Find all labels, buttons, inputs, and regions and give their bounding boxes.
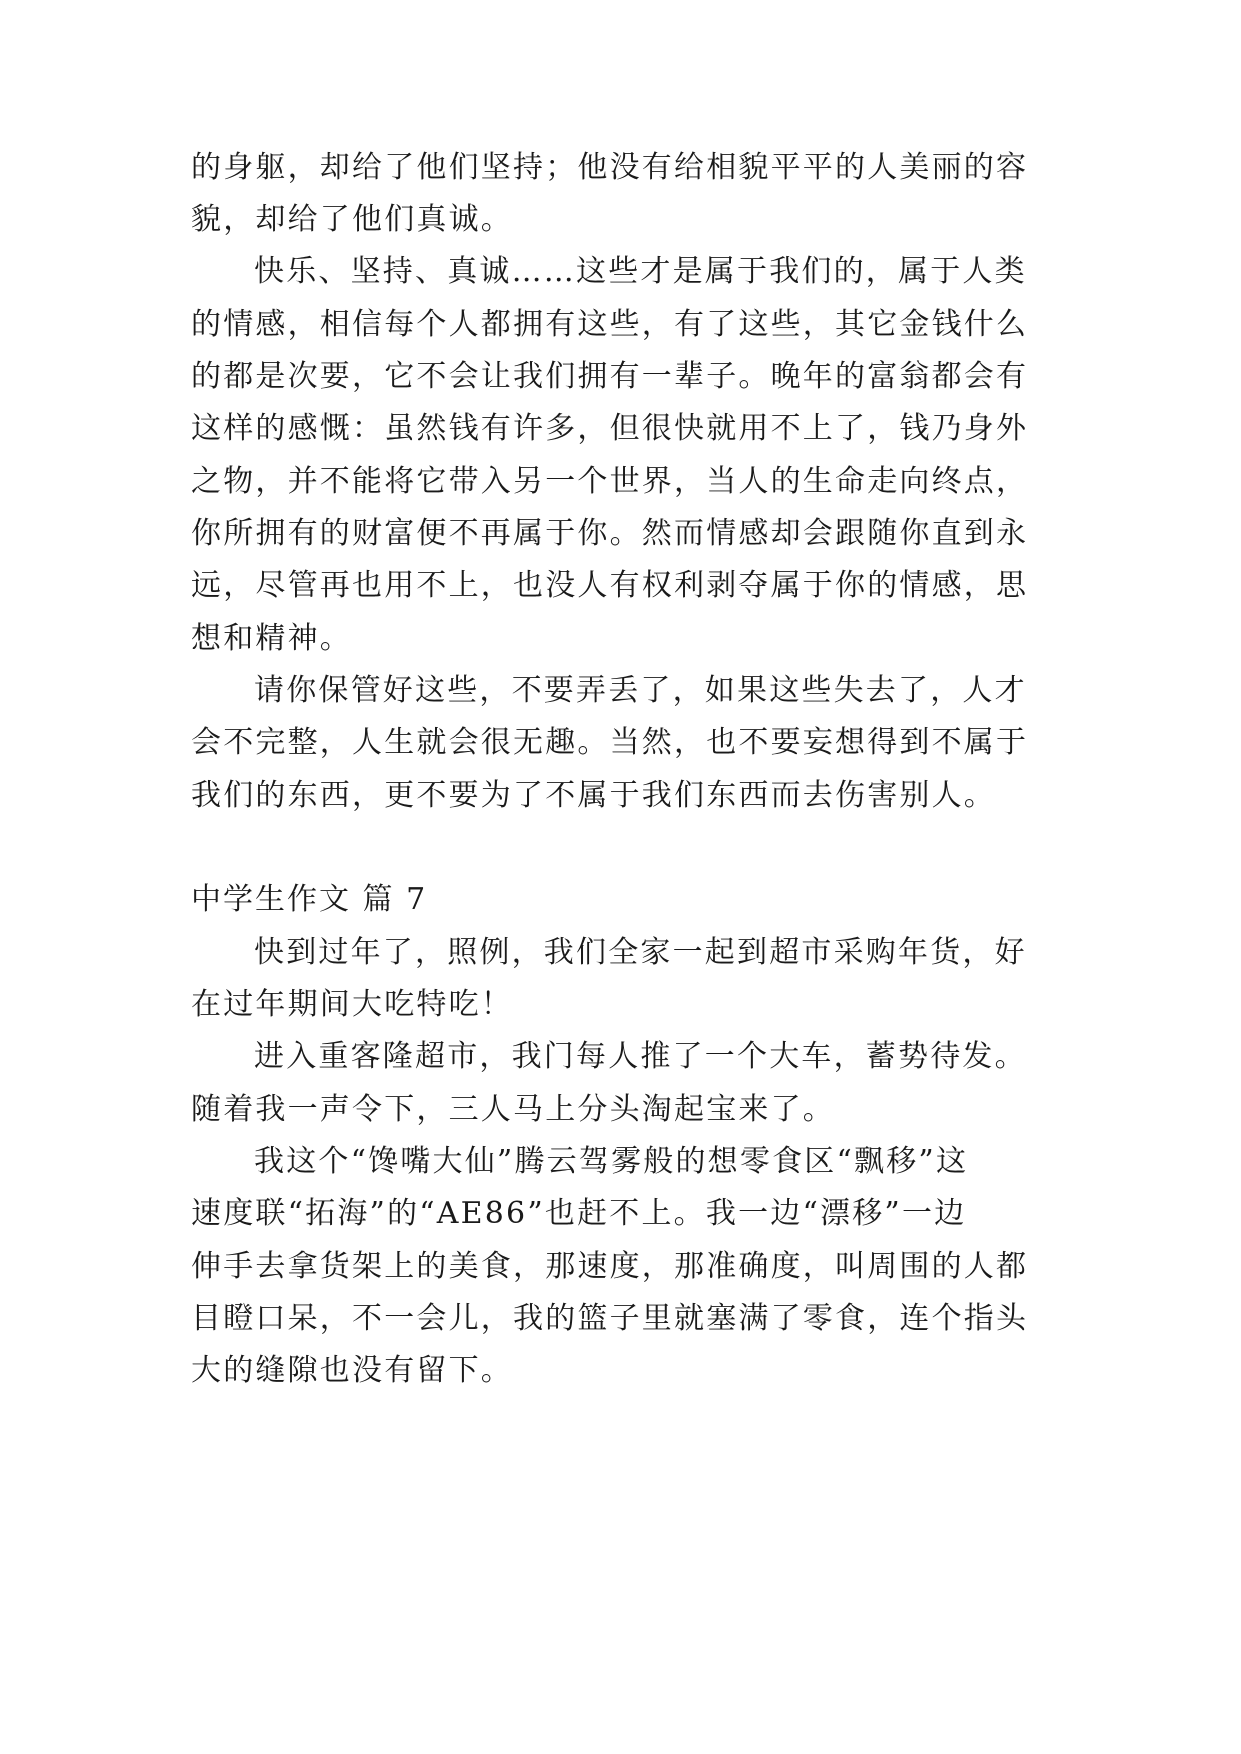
text-line: 速度联“拓海”的“AE86”也赶不上。我一边“漂移”一边 bbox=[191, 1196, 967, 1231]
text-line: 的情感，相信每个人都拥有这些，有了这些，其它金钱什么 bbox=[191, 307, 1029, 342]
paragraph-start: 快乐、坚持、真诚……这些才是属于我们的，属于人类 bbox=[254, 254, 1027, 289]
text-line: 的都是次要，它不会让我们拥有一辈子。晚年的富翁都会有 bbox=[191, 359, 1029, 394]
paragraph-start: 进入重客隆超市，我门每人推了一个大车，蓄势待发。 bbox=[254, 1039, 1027, 1074]
text-line: 你所拥有的财富便不再属于你。然而情感却会跟随你直到永 bbox=[191, 516, 1029, 551]
text-line: 想和精神。 bbox=[191, 621, 352, 656]
section-heading: 中学生作文 篇 7 bbox=[191, 882, 428, 917]
text-line: 远，尽管再也用不上，也没人有权利剥夺属于你的情感，思 bbox=[191, 568, 1029, 603]
text-line: 目瞪口呆，不一会儿，我的篮子里就塞满了零食，连个指头 bbox=[191, 1301, 1029, 1336]
paragraph-start: 快到过年了，照例，我们全家一起到超市采购年货，好 bbox=[254, 935, 1027, 970]
text-line: 这样的感慨：虽然钱有许多，但很快就用不上了，钱乃身外 bbox=[191, 411, 1029, 446]
text-line: 我们的东西，更不要为了不属于我们东西而去伤害别人。 bbox=[191, 778, 996, 813]
text-line: 的身躯，却给了他们坚持；他没有给相貌平平的人美丽的容 bbox=[191, 150, 1029, 185]
text-line: 随着我一声令下，三人马上分头淘起宝来了。 bbox=[191, 1092, 835, 1127]
paragraph-start: 我这个“馋嘴大仙”腾云驾雾般的想零食区“飘移”这 bbox=[254, 1144, 969, 1179]
paragraph-start: 请你保管好这些，不要弄丢了，如果这些失去了，人才 bbox=[254, 673, 1027, 708]
text-line: 在过年期间大吃特吃！ bbox=[191, 987, 513, 1022]
text-line: 大的缝隙也没有留下。 bbox=[191, 1353, 513, 1388]
text-line: 会不完整，人生就会很无趣。当然，也不要妄想得到不属于 bbox=[191, 725, 1029, 760]
text-line: 貌，却给了他们真诚。 bbox=[191, 202, 513, 237]
text-line: 之物，并不能将它带入另一个世界，当人的生命走向终点， bbox=[191, 464, 1029, 499]
text-line: 伸手去拿货架上的美食，那速度，那准确度，叫周围的人都 bbox=[191, 1249, 1029, 1284]
